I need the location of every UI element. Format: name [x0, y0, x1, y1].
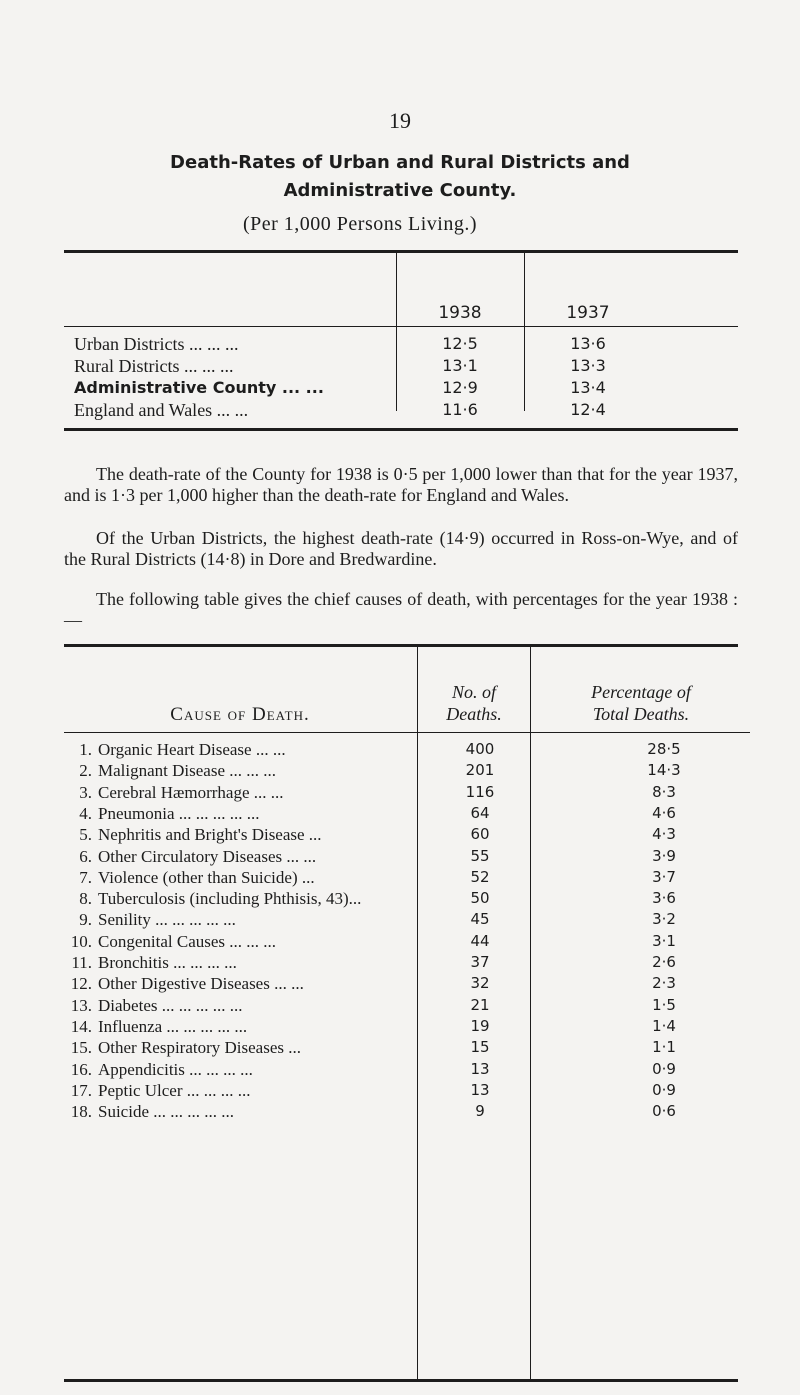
table-row	[74, 334, 738, 356]
table-row	[64, 783, 738, 804]
table-rule	[64, 250, 738, 253]
cause-label: Appendicitis ... ... ... ...	[98, 1059, 253, 1079]
cause-label: Cerebral Hæmorrhage ... ...	[98, 782, 284, 802]
page-title-line2: Administrative County.	[283, 180, 517, 201]
deaths-value: 21	[470, 995, 490, 1014]
cause-label: Other Circulatory Diseases ... ...	[98, 846, 317, 866]
row-number: 9.	[79, 910, 92, 930]
value-1937: 13·6	[570, 334, 606, 353]
deaths-value: 13	[470, 1059, 490, 1078]
row-number: 8.	[79, 889, 92, 909]
cause-label: Suicide ... ... ... ... ...	[98, 1102, 234, 1122]
percentage-value: 0·6	[652, 1102, 676, 1121]
row-number: 5.	[79, 825, 92, 845]
table-rule	[64, 428, 738, 431]
table-row	[64, 1081, 738, 1102]
percentage-value: 4·3	[652, 825, 676, 844]
cause-label: Pneumonia ... ... ... ... ...	[98, 803, 260, 823]
table-row	[64, 996, 738, 1017]
header-1938: 1938	[438, 303, 482, 323]
value-1937: 12·4	[570, 400, 606, 419]
percentage-value: 8·3	[652, 782, 676, 801]
header-cause: Cause of Death.	[170, 704, 310, 725]
row-number: 10.	[70, 931, 92, 951]
cause-label: Organic Heart Disease ... ...	[98, 740, 286, 759]
deaths-value: 32	[470, 974, 490, 993]
deaths-value: 19	[470, 1016, 490, 1035]
table-row	[64, 932, 738, 953]
page-title: Death-Rates of Urban and Rural Districts and	[170, 152, 630, 173]
cause-label: Peptic Ulcer ... ... ... ...	[98, 1080, 251, 1100]
cause-label: Tuberculosis (including Phthisis, 43)...	[98, 889, 362, 909]
row-number: 15.	[70, 1038, 92, 1058]
percentage-value: 2·3	[652, 974, 676, 993]
percentage-value: 1·1	[652, 1038, 676, 1057]
deaths-value: 37	[470, 953, 490, 971]
cause-label: Congenital Causes ... ... ...	[98, 931, 277, 951]
table-rule	[64, 732, 750, 733]
table-row	[64, 740, 738, 761]
percentage-value: 3·6	[652, 889, 676, 908]
cause-label: Malignant Disease ... ... ...	[98, 761, 276, 781]
table-row	[64, 1038, 738, 1059]
deaths-value: 64	[470, 803, 490, 822]
row-number: 1.	[79, 740, 92, 759]
percentage-value: 1·4	[652, 1016, 676, 1035]
paragraph: The death-rate of the County for 1938 is 0·5 per 1,000 lower than that for the year 1937, and is 1·3 per 1,000 higher than the death-rate for England and Wales.	[64, 464, 738, 505]
table-rule	[64, 326, 738, 327]
value-1938: 12·9	[442, 378, 478, 397]
row-label: Urban Districts ... ... ...	[74, 334, 239, 354]
cause-label: Other Digestive Diseases ... ...	[98, 974, 304, 994]
row-label: England and Wales ... ...	[74, 400, 249, 420]
deaths-value: 9	[475, 1102, 485, 1121]
row-number: 13.	[70, 995, 92, 1015]
table-row	[64, 847, 738, 868]
row-number: 7.	[79, 867, 92, 887]
table-row	[64, 804, 738, 825]
paragraph: Of the Urban Districts, the highest death-rate (14·9) occurred in Ross-on-Wye, and of the Rural Districts (14·8) in Dore and Bredwardine.	[64, 528, 738, 569]
cause-label: Influenza ... ... ... ... ...	[98, 1016, 248, 1036]
cause-label: Violence (other than Suicide) ...	[98, 867, 315, 887]
row-number: 6.	[79, 846, 92, 866]
value-1938: 11·6	[442, 400, 478, 419]
percentage-value: 3·9	[652, 846, 676, 865]
table-rule	[64, 1379, 738, 1382]
deaths-value: 15	[470, 1038, 490, 1057]
percentage-value: 3·2	[652, 910, 676, 929]
deaths-value: 45	[470, 910, 490, 929]
page-number: 19	[389, 108, 411, 133]
table-row	[64, 889, 738, 910]
percentage-value: 28·5	[647, 740, 681, 758]
table-row	[64, 910, 738, 931]
row-number: 17.	[70, 1080, 92, 1100]
deaths-value: 44	[470, 931, 490, 950]
deaths-value: 55	[470, 846, 490, 865]
row-number: 14.	[70, 1016, 92, 1036]
row-number: 16.	[70, 1059, 92, 1079]
cause-label: Diabetes ... ... ... ... ...	[98, 995, 243, 1015]
subtitle: (Per 1,000 Persons Living.)	[242, 213, 478, 235]
percentage-value: 1·5	[652, 995, 676, 1014]
row-number: 11.	[71, 953, 92, 972]
percentage-value: 2·6	[652, 953, 676, 971]
table-row	[64, 1102, 738, 1123]
deaths-value: 60	[470, 825, 490, 844]
header-percentage-line2: Total Deaths.	[592, 704, 690, 724]
deaths-value: 201	[465, 761, 495, 780]
row-number: 4.	[79, 803, 92, 823]
table-row	[64, 1060, 738, 1081]
table-row	[74, 378, 738, 400]
table-row	[64, 868, 738, 889]
table-row	[64, 761, 738, 782]
percentage-value: 3·7	[652, 867, 676, 886]
row-label: Rural Districts ... ... ...	[74, 356, 234, 376]
row-number: 3.	[79, 782, 92, 802]
table-rule	[64, 644, 738, 647]
deaths-value: 52	[470, 867, 490, 886]
row-label: Administrative County ... ...	[74, 378, 324, 397]
paragraph: The following table gives the chief causes of death, with percentages for the year 1938 :—	[64, 589, 738, 630]
table-row	[64, 953, 738, 974]
deaths-value: 13	[470, 1080, 490, 1099]
percentage-value: 0·9	[652, 1059, 676, 1078]
table-row	[74, 400, 738, 422]
table-row	[64, 974, 738, 995]
table-row	[74, 356, 738, 378]
value-1937: 13·3	[570, 356, 606, 375]
header-percentage-line1: Percentage of	[591, 682, 691, 702]
deaths-value: 400	[465, 740, 495, 758]
deaths-value: 50	[470, 889, 490, 908]
header-1937: 1937	[566, 303, 610, 323]
cause-label: Nephritis and Bright's Disease ...	[98, 825, 322, 845]
header-deaths-line2: Deaths.	[446, 704, 502, 724]
table-row	[64, 825, 738, 846]
value-1938: 13·1	[442, 356, 478, 375]
cause-label: Other Respiratory Diseases ...	[98, 1038, 302, 1058]
header-deaths-line1: No. of	[451, 682, 496, 702]
cause-label: Senility ... ... ... ... ...	[98, 910, 236, 930]
value-1938: 12·5	[442, 334, 478, 353]
table-row	[64, 1017, 738, 1038]
percentage-value: 14·3	[647, 761, 681, 780]
value-1937: 13·4	[570, 378, 606, 397]
deaths-value: 116	[465, 782, 495, 801]
row-number: 12.	[70, 974, 92, 994]
row-number: 18.	[70, 1102, 92, 1122]
percentage-value: 0·9	[652, 1080, 676, 1099]
row-number: 2.	[79, 761, 92, 781]
cause-label: Bronchitis ... ... ... ...	[98, 953, 237, 972]
percentage-value: 4·6	[652, 803, 676, 822]
percentage-value: 3·1	[652, 931, 676, 950]
